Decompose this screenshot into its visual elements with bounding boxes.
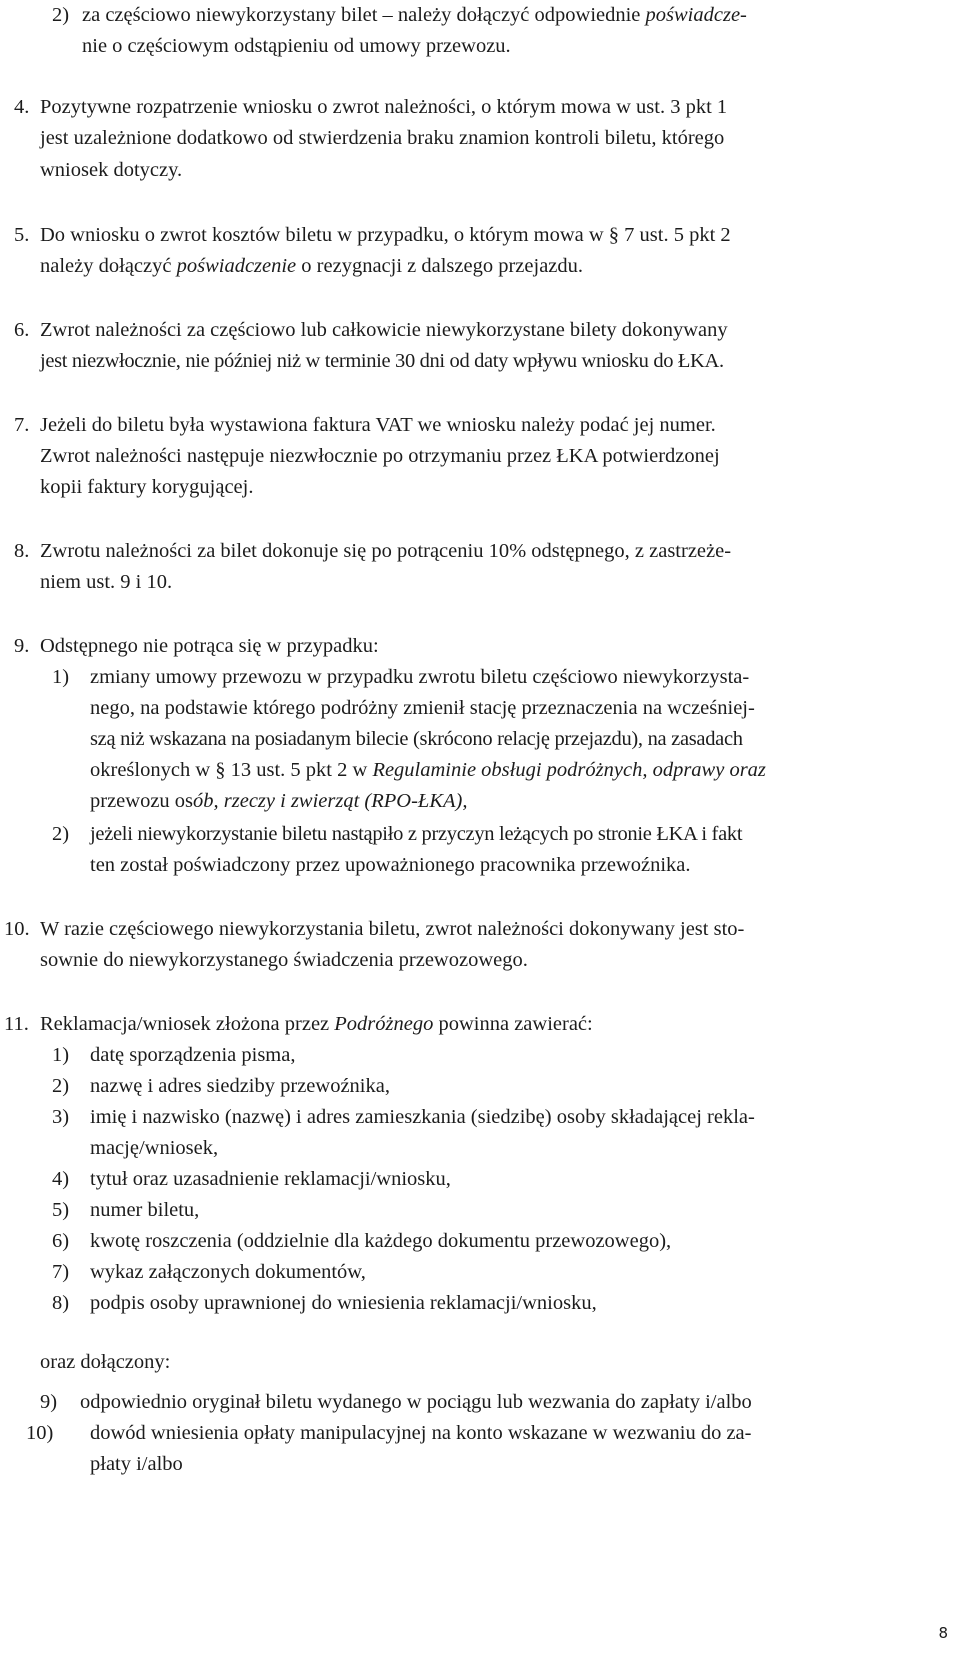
paragraph-9-item-1-line-5 — [90, 786, 467, 817]
paragraph-9-item-1-line-1: zmiany umowy przewozu w przypadku zwrotu biletu częściowo niewykorzysta- — [90, 666, 750, 688]
italic-segment: Regulaminie obsługi podróżnych, odprawy oraz — [372, 759, 766, 781]
italic-segment: poświadcze- — [645, 4, 747, 26]
paragraph-9-item-1-line-2: nego, na podstawie którego podróżny zmienił stację przeznaczenia na wcześniej- — [90, 697, 755, 719]
item-2-line-1 — [82, 0, 747, 31]
paragraph-4-number: 4. — [14, 96, 30, 118]
list-item-number: 7) — [52, 1261, 70, 1283]
list-item-text: kwotę roszczenia (oddzielnie dla każdego dokumentu przewozowego), — [90, 1230, 672, 1252]
paragraph-9-item-2-line-1: jeżeli niewykorzystanie biletu nastąpiło z przyczyn leżących po stronie ŁKA i fakt — [90, 823, 743, 845]
paragraph-9-item-2-line-2: ten został poświadczony przez upoważnionego pracownika przewoźnika. — [90, 854, 691, 876]
text-segment: powinna zawierać: — [433, 1013, 593, 1035]
paragraph-11-item-9-number: 9) — [40, 1391, 58, 1413]
paragraph-9-item-1-line-4 — [90, 755, 766, 786]
paragraph-9-line-1: Odstępnego nie potrąca się w przypadku: — [40, 635, 379, 657]
text-segment: o rezygnacji z dalszego przejazdu. — [296, 255, 584, 277]
list-item-number: 3) — [52, 1106, 70, 1128]
list-item-text: nazwę i adres siedziby przewoźnika, — [90, 1075, 390, 1097]
paragraph-8-line-1: Zwrotu należności za bilet dokonuje się po potrąceniu 10% odstępnego, z zastrzeże- — [40, 540, 732, 562]
list-item-text: imię i nazwisko (nazwę) i adres zamieszkania (siedzibę) osoby składającej rekla- — [90, 1106, 755, 1128]
paragraph-7-number: 7. — [14, 414, 30, 436]
paragraph-10-number: 10. — [4, 918, 30, 940]
paragraph-10-line-1: W razie częściowego niewykorzystania biletu, zwrot należności dokonywany jest sto- — [40, 918, 745, 940]
paragraph-4-line-1: Pozytywne rozpatrzenie wniosku o zwrot należności, o którym mowa w ust. 3 pkt 1 — [40, 96, 728, 118]
list-item-text: tytuł oraz uzasadnienie reklamacji/wniosku, — [90, 1168, 451, 1190]
paragraph-4-line-3: wniosek dotyczy. — [40, 159, 183, 181]
text-segment: przewozu os — [90, 790, 194, 812]
paragraph-11-item-10-line-1: dowód wniesienia opłaty manipulacyjnej na konto wskazane w wezwaniu do za- — [90, 1422, 752, 1444]
paragraph-8-line-2: niem ust. 9 i 10. — [40, 571, 173, 593]
list-item-number: 5) — [52, 1199, 70, 1221]
italic-segment: poświadczenie — [176, 255, 297, 277]
list-item-text: numer biletu, — [90, 1199, 200, 1221]
paragraph-9-item-1-number: 1) — [52, 666, 70, 688]
paragraph-5-number: 5. — [14, 224, 30, 246]
text-segment: Reklamacja/wniosek złożona przez — [40, 1013, 335, 1035]
paragraph-11-number: 11. — [4, 1013, 29, 1035]
page-number: 8 — [938, 1624, 948, 1642]
paragraph-11-item-9-line-1: odpowiednio oryginał biletu wydanego w pociągu lub wezwania do zapłaty i/albo — [80, 1391, 752, 1413]
paragraph-7-line-3: kopii faktury korygującej. — [40, 476, 254, 498]
item-2-line-2: nie o częściowym odstąpieniu od umowy przewozu. — [82, 35, 511, 57]
paragraph-6-line-2: jest niezwłocznie, nie później niż w terminie 30 dni od daty wpływu wniosku do ŁKA. — [40, 350, 724, 372]
paragraph-7-line-2: Zwrot należności następuje niezwłocznie po otrzymaniu przez ŁKA potwierdzonej — [40, 445, 720, 467]
text-segment: należy dołączyć — [40, 255, 177, 277]
list-item-number: 2) — [52, 1075, 70, 1097]
list-item-number: 6) — [52, 1230, 70, 1252]
list-item-text: wykaz załączonych dokumentów, — [90, 1261, 366, 1283]
list-item-text: podpis osoby uprawnionej do wniesienia reklamacji/wniosku, — [90, 1292, 597, 1314]
paragraph-11-item-10-number: 10) — [26, 1422, 54, 1444]
paragraph-11-item-10-line-2: płaty i/albo — [90, 1453, 183, 1475]
paragraph-5-line-1: Do wniosku o zwrot kosztów biletu w przypadku, o którym mowa w § 7 ust. 5 pkt 2 — [40, 224, 731, 246]
paragraph-10-line-2: sownie do niewykorzystanego świadczenia przewozowego. — [40, 949, 528, 971]
item-2-number: 2) — [52, 4, 70, 26]
list-item-text: mację/wniosek, — [90, 1137, 219, 1159]
paragraph-9-number: 9. — [14, 635, 30, 657]
italic-segment: Podróżnego — [334, 1013, 434, 1035]
text-segment: określonych w § 13 ust. 5 pkt 2 w — [90, 759, 373, 781]
paragraph-7-line-1: Jeżeli do biletu była wystawiona faktura VAT we wniosku należy podać jej numer. — [40, 414, 716, 436]
list-item-text: datę sporządzenia pisma, — [90, 1044, 296, 1066]
paragraph-6-line-1: Zwrot należności za częściowo lub całkowicie niewykorzystane bilety dokonywany — [40, 319, 728, 341]
oraz-label: oraz dołączony: — [40, 1351, 171, 1373]
italic-segment: ób, rzeczy i zwierząt (RPO-ŁKA), — [193, 790, 468, 812]
text-segment: za częściowo niewykorzystany bilet – należy dołączyć odpowiednie — [82, 4, 646, 26]
paragraph-11-line-1 — [40, 1009, 593, 1040]
paragraph-9-item-1-line-3: szą niż wskazana na posiadanym bilecie (skrócono relację przejazdu), na zasadach — [90, 728, 743, 750]
list-item-number: 4) — [52, 1168, 70, 1190]
list-item-number: 1) — [52, 1044, 70, 1066]
paragraph-6-number: 6. — [14, 319, 30, 341]
paragraph-8-number: 8. — [14, 540, 30, 562]
list-item-number: 8) — [52, 1292, 70, 1314]
paragraph-5-line-2 — [40, 251, 583, 282]
paragraph-9-item-2-number: 2) — [52, 823, 70, 845]
paragraph-4-line-2: jest uzależnione dodatkowo od stwierdzenia braku znamion kontroli biletu, którego — [40, 127, 725, 149]
